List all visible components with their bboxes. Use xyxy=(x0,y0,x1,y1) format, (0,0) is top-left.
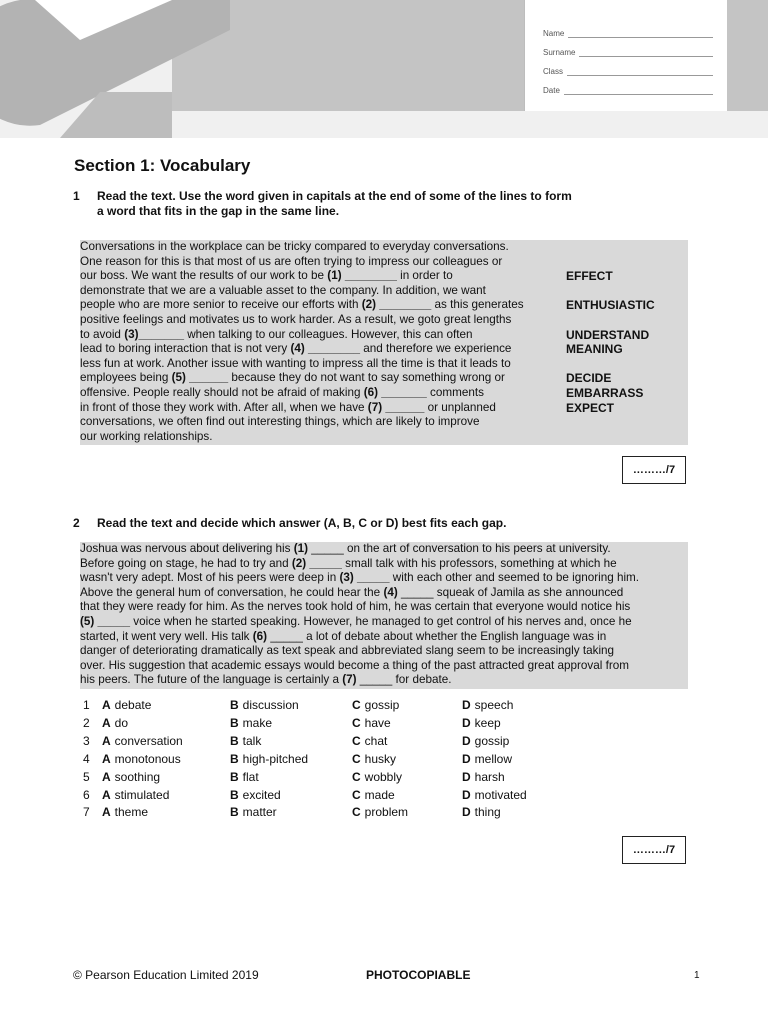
text-run: or unplanned xyxy=(424,400,496,414)
option-letter: D xyxy=(462,787,471,802)
option-word: conversation xyxy=(114,733,183,748)
option-choice xyxy=(352,752,396,766)
gap-marker: (2) _____ xyxy=(291,556,342,570)
task-2-text-line xyxy=(80,586,623,601)
text-run: voice when he started speaking. However, he managed to get control of his nerves and, once he xyxy=(130,615,632,628)
option-choice xyxy=(352,805,408,819)
option-letter: B xyxy=(230,715,239,730)
option-letter: B xyxy=(230,733,239,748)
text-run: people who are more senior to receive our efforts with xyxy=(80,298,362,312)
task-2-text-line xyxy=(80,673,451,688)
option-choice xyxy=(102,770,160,784)
student-field-row xyxy=(543,28,713,38)
option-choice xyxy=(102,716,128,730)
option-word: harsh xyxy=(474,769,505,784)
option-letter: B xyxy=(230,751,239,766)
option-choice xyxy=(462,716,501,730)
gap-marker: (2) ________ xyxy=(361,298,432,312)
option-choice xyxy=(462,805,501,819)
option-choice xyxy=(102,788,169,802)
task-1-text-line xyxy=(80,357,511,372)
option-word: monotonous xyxy=(114,751,181,766)
text-run: small talk with his professors, something at which he xyxy=(341,556,617,570)
capital-word: EMBARRASS xyxy=(566,386,644,400)
gap-marker: (5) ______ xyxy=(171,371,229,385)
task-2-instruction: Read the text and decide which answer (A, B, C or D) best fits each gap. xyxy=(97,516,507,530)
task-1-text-line xyxy=(80,342,511,357)
task-2-text-line xyxy=(80,615,632,630)
gap-marker: (6) xyxy=(252,629,268,643)
text-run: in order to xyxy=(396,269,453,283)
option-choice xyxy=(230,788,281,802)
task-2-number: 2 xyxy=(73,516,80,530)
task-1-text-line xyxy=(80,401,496,416)
option-choice xyxy=(462,770,505,784)
option-word: matter xyxy=(242,805,277,820)
task-2-text-line xyxy=(80,600,630,615)
task-1-instruction-line: Read the text. Use the word given in capitals at the end of some of the lines to form xyxy=(97,189,572,203)
task-1-instruction xyxy=(97,189,617,219)
option-number: 5 xyxy=(83,769,90,784)
option-row xyxy=(83,770,543,788)
capital-word: MEANING xyxy=(566,342,623,357)
option-word: keep xyxy=(474,715,501,730)
option-choice xyxy=(462,734,509,748)
text-run: comments xyxy=(426,386,484,399)
text-run: when talking to our colleagues. However, this can often xyxy=(183,327,473,341)
option-letter: C xyxy=(352,769,361,784)
text-run: our boss. We want the results of our work to be xyxy=(80,269,328,283)
option-word: speech xyxy=(474,698,514,712)
student-field-line xyxy=(579,47,713,57)
option-word: excited xyxy=(242,787,281,802)
option-number: 1 xyxy=(83,698,90,712)
pearson-logo-icon xyxy=(0,0,230,140)
text-run: One reason for this is that most of us are often trying to impress our colleagues or xyxy=(80,254,503,268)
student-field-label: Date xyxy=(543,86,560,95)
task-1-text-line xyxy=(80,255,502,270)
task-2-text-line xyxy=(80,644,614,659)
option-letter: D xyxy=(462,715,471,730)
option-number: 2 xyxy=(83,715,90,730)
option-letter: D xyxy=(462,769,471,784)
option-choice xyxy=(230,752,308,766)
text-run: Before going on stage, he had to try and xyxy=(80,556,292,570)
option-letter: A xyxy=(102,751,111,766)
option-word: motivated xyxy=(474,787,527,802)
option-choice xyxy=(230,805,277,819)
text-run: in front of those they work with. After all, when we have xyxy=(80,400,368,414)
student-field-line xyxy=(567,66,713,76)
option-word: thing xyxy=(474,805,501,820)
task-2-text-box xyxy=(80,542,688,689)
task-2-text-line xyxy=(80,542,611,557)
option-choice xyxy=(352,788,395,802)
text-run: because they do not want to say something wrong or xyxy=(228,371,505,385)
option-word: mellow xyxy=(474,751,513,766)
option-choice xyxy=(230,716,272,730)
option-row xyxy=(83,716,543,734)
option-letter: A xyxy=(102,769,111,784)
task-1-text-line xyxy=(80,371,505,386)
gap-marker: (1) ________ xyxy=(327,269,397,283)
text-run: his peers. The future of the language is certainly a xyxy=(80,673,343,687)
option-choice xyxy=(352,734,387,748)
option-letter: B xyxy=(230,805,239,820)
option-letter: A xyxy=(102,787,111,802)
option-word: problem xyxy=(364,805,409,820)
option-word: gossip xyxy=(474,733,510,748)
gap-marker: (3) _____ xyxy=(339,571,390,585)
task-1-text-line xyxy=(80,269,453,284)
option-letter: C xyxy=(352,698,361,712)
option-choice xyxy=(230,734,261,748)
header-right-bar xyxy=(726,0,768,111)
footer-copyright: © Pearson Education Limited 2019 xyxy=(73,968,259,982)
text-run: _____ squeak of Jamila as she announced xyxy=(397,585,624,599)
option-letter: C xyxy=(352,733,361,748)
task-1-text-line xyxy=(80,298,524,313)
gap-marker: (3)_______ xyxy=(124,327,184,341)
option-choice xyxy=(102,805,148,819)
text-run: Conversations in the workplace can be tricky compared to everyday conversations. xyxy=(80,240,509,253)
gap-marker: (4) xyxy=(383,585,398,599)
section-title: Section 1: Vocabulary xyxy=(74,156,251,175)
option-choice xyxy=(102,752,181,766)
gap-marker: (7) ______ xyxy=(367,400,425,414)
task-1-score-box: ………/7 xyxy=(622,456,686,484)
option-letter: B xyxy=(230,769,239,784)
option-letter: A xyxy=(102,805,111,820)
option-letter: D xyxy=(462,698,471,712)
text-run: employees being xyxy=(80,371,172,385)
student-field-label: Surname xyxy=(543,48,576,57)
task-1-text-line xyxy=(80,430,213,445)
student-field-row xyxy=(543,47,713,57)
text-run: over. His suggestion that academic essays would become a thing of the past attracted great approval from xyxy=(80,658,629,672)
text-run: positive feelings and motivates us to work harder. As a result, we goto great lengths xyxy=(80,313,512,326)
text-run: offensive. People really should not be afraid of making xyxy=(80,386,364,399)
task-1-text-line xyxy=(80,313,511,328)
text-run: that they were ready for him. As the nerves took hold of him, he was certain that everyone would notice his xyxy=(80,600,631,614)
text-run: our working relationships. xyxy=(80,429,213,443)
capital-word: EXPECT xyxy=(566,400,615,415)
option-number: 6 xyxy=(83,787,90,802)
option-word: chat xyxy=(364,733,388,748)
gap-marker: (1) xyxy=(293,542,309,555)
student-field-line xyxy=(568,28,713,38)
gap-marker: (5) _____ xyxy=(80,615,131,628)
option-row xyxy=(83,788,543,806)
option-letter: A xyxy=(102,733,111,748)
text-run: _____ on the art of conversation to his peers at university. xyxy=(308,542,611,555)
option-letter: D xyxy=(462,751,471,766)
text-run: and therefore we experience xyxy=(360,342,512,356)
text-run: with each other and seemed to be ignoring him. xyxy=(389,571,640,585)
option-letter: A xyxy=(102,715,111,730)
gap-marker: (7) xyxy=(342,673,357,687)
task-1-text-line xyxy=(80,415,480,430)
option-choice xyxy=(352,770,402,784)
option-letter: B xyxy=(230,698,239,712)
text-run: conversations, we often find out interesting things, which are likely to improve xyxy=(80,415,480,429)
option-word: gossip xyxy=(364,698,400,712)
gap-marker: (6) _______ xyxy=(363,386,427,399)
student-field-row xyxy=(543,85,713,95)
task-1-number: 1 xyxy=(73,189,80,203)
footer-page-number: 1 xyxy=(694,970,700,981)
text-run: started, it went very well. His talk xyxy=(80,629,253,643)
capital-word: ENTHUSIASTIC xyxy=(566,298,655,313)
option-word: theme xyxy=(114,805,149,820)
capital-word: UNDERSTAND xyxy=(566,327,650,342)
option-letter: B xyxy=(230,787,239,802)
text-run: _____ a lot of debate about whether the English language was in xyxy=(267,629,607,643)
capital-word: EFFECT xyxy=(566,269,613,284)
option-choice xyxy=(462,698,513,712)
text-run: demonstrate that we are a valuable asset to the company. In addition, we want xyxy=(80,283,486,297)
option-word: soothing xyxy=(114,769,161,784)
option-letter: C xyxy=(352,805,361,820)
option-choice xyxy=(230,770,259,784)
option-number: 7 xyxy=(83,805,90,820)
option-row xyxy=(83,752,543,770)
option-choice xyxy=(102,734,183,748)
option-word: flat xyxy=(242,769,259,784)
option-letter: C xyxy=(352,787,361,802)
option-choice xyxy=(230,698,299,712)
option-choice xyxy=(462,788,527,802)
task-2-score-box: ………/7 xyxy=(622,836,686,864)
task-2-text-line xyxy=(80,571,639,586)
option-word: made xyxy=(364,787,395,802)
option-letter: A xyxy=(102,698,111,712)
text-run: less fun at work. Another issue with wanting to impress all the time is that it leads to xyxy=(80,356,511,370)
option-number: 4 xyxy=(83,751,90,766)
option-letter: D xyxy=(462,805,471,820)
option-choice xyxy=(352,698,399,712)
capital-word: DECIDE xyxy=(566,371,612,386)
text-run: to avoid xyxy=(80,327,125,341)
option-row xyxy=(83,734,543,752)
option-word: talk xyxy=(242,733,262,748)
option-number: 3 xyxy=(83,733,90,748)
task-1-text-line xyxy=(80,284,486,299)
task-1-instruction-line: a word that fits in the gap in the same line. xyxy=(97,204,340,218)
task-1-text-line xyxy=(80,240,509,255)
option-letter: C xyxy=(352,715,361,730)
option-word: debate xyxy=(114,698,152,712)
text-run: _____ for debate. xyxy=(356,673,452,687)
text-run: Above the general hum of conversation, he could hear the xyxy=(80,585,384,599)
option-word: make xyxy=(242,715,273,730)
student-field-label: Class xyxy=(543,67,564,76)
option-word: do xyxy=(114,715,129,730)
option-word: stimulated xyxy=(114,787,170,802)
option-choice xyxy=(352,716,391,730)
option-word: wobbly xyxy=(364,769,403,784)
task-2-text-line xyxy=(80,630,606,645)
option-word: discussion xyxy=(242,698,299,712)
option-letter: C xyxy=(352,751,361,766)
text-run: lead to boring interaction that is not very xyxy=(80,342,291,356)
task-2-text-line xyxy=(80,659,629,674)
option-letter: D xyxy=(462,733,471,748)
student-field-line xyxy=(564,85,713,95)
task-1-text-line xyxy=(80,386,484,401)
student-details-panel xyxy=(524,0,727,111)
option-word: high-pitched xyxy=(242,751,309,766)
gap-marker: (4) ________ xyxy=(290,342,361,356)
option-word: husky xyxy=(364,751,397,766)
task-1-text-line xyxy=(80,328,472,343)
text-run: Joshua was nervous about delivering his xyxy=(80,542,294,555)
task-1-text-box xyxy=(80,240,688,445)
option-row xyxy=(83,698,543,716)
option-choice xyxy=(102,698,151,712)
text-run: wasn't very adept. Most of his peers were deep in xyxy=(80,571,340,585)
footer-photocopiable: PHOTOCOPIABLE xyxy=(366,968,471,982)
text-run: danger of deteriorating dramatically as text speak and abbreviated slang seem to be increasingly taking xyxy=(80,644,615,658)
task-2-text-line xyxy=(80,557,617,572)
option-choice xyxy=(462,752,512,766)
student-field-label: Name xyxy=(543,29,565,38)
option-word: have xyxy=(364,715,391,730)
option-row xyxy=(83,805,543,823)
student-field-row xyxy=(543,66,713,76)
text-run: as this generates xyxy=(431,298,524,312)
